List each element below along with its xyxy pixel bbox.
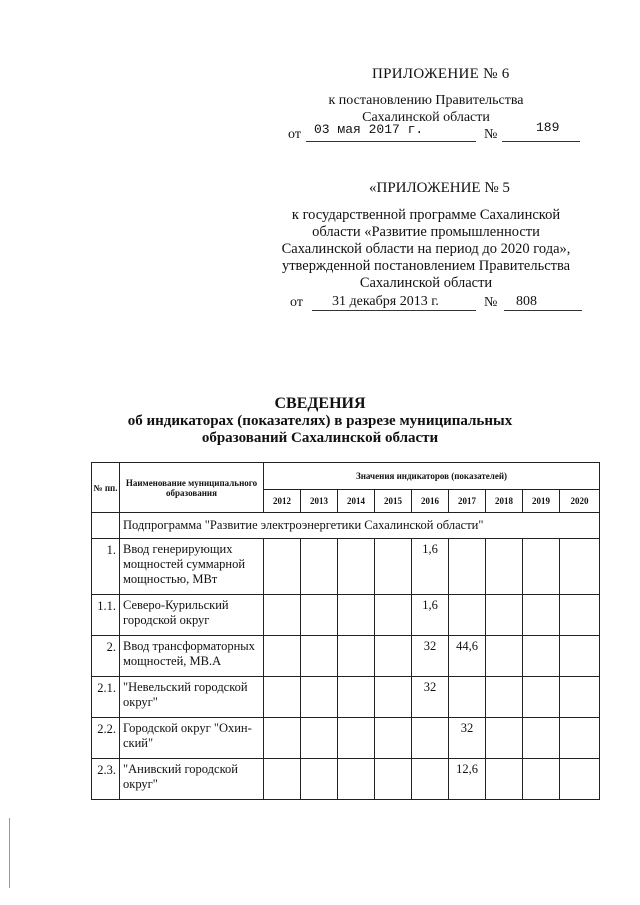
year-header: 2020 [560, 490, 600, 513]
year-header: 2018 [486, 490, 523, 513]
value-cell [264, 595, 301, 636]
value-cell: 44,6 [449, 636, 486, 677]
appendix6-to-line1: к постановлению Правительства [328, 93, 524, 108]
value-cell [412, 718, 449, 759]
subprogram-title: Подпрограмма "Развитие электроэнергетики Сахалинской области" [120, 513, 600, 539]
value-cell [375, 759, 412, 800]
indicators-table [91, 462, 600, 800]
value-cell: 32 [412, 677, 449, 718]
row-number: 2.3. [92, 759, 120, 800]
col-name-header: Наименование муниципального образования [120, 463, 264, 513]
year-header: 2016 [412, 490, 449, 513]
row-name: Ввод генерирующих мощностей суммарной мощностью, МВт [120, 539, 264, 595]
value-cell [523, 595, 560, 636]
table-row [92, 718, 600, 759]
table-row [92, 636, 600, 677]
value-cell [486, 539, 523, 595]
value-cell: 32 [449, 718, 486, 759]
row-name: Северо-Курильский городской округ [120, 595, 264, 636]
value-cell [264, 718, 301, 759]
row-number: 2. [92, 636, 120, 677]
heading-line2: об индикаторах (показателях) в разрезе муниципальных [127, 413, 513, 429]
value-cell [338, 636, 375, 677]
value-cell [486, 718, 523, 759]
value-cell [338, 539, 375, 595]
value-cell [264, 636, 301, 677]
value-cell [560, 539, 600, 595]
value-cell [486, 759, 523, 800]
value-cell [449, 677, 486, 718]
value-cell [264, 539, 301, 595]
value-cell: 1,6 [412, 539, 449, 595]
appendix6-num-underline [502, 141, 580, 142]
heading-line3: образований Сахалинской области [201, 430, 439, 446]
value-cell [449, 595, 486, 636]
appendix6-date-underline [306, 141, 476, 142]
value-cell [486, 636, 523, 677]
year-header: 2019 [523, 490, 560, 513]
row-name: Городской округ "Охин-ский" [120, 718, 264, 759]
col-values-header: Значения индикаторов (показателей) [264, 463, 600, 490]
value-cell [264, 759, 301, 800]
value-cell [338, 718, 375, 759]
appendix5-num-label: № [484, 295, 498, 310]
table-row [92, 595, 600, 636]
value-cell [412, 759, 449, 800]
value-cell [560, 759, 600, 800]
year-header: 2013 [301, 490, 338, 513]
value-cell [523, 636, 560, 677]
appendix5-date-underline [312, 310, 476, 311]
value-cell [301, 759, 338, 800]
appendix5-ot-label: от [290, 295, 303, 310]
value-cell [375, 718, 412, 759]
appendix5-number: 808 [516, 294, 537, 309]
heading-title: СВЕДЕНИЯ [274, 395, 366, 412]
value-cell [560, 677, 600, 718]
subprogram-row [92, 513, 600, 539]
value-cell [486, 677, 523, 718]
row-name: "Анивский городской округ" [120, 759, 264, 800]
value-cell [375, 595, 412, 636]
subprogram-num-cell [92, 513, 120, 539]
row-name: Ввод трансформаторных мощностей, МВ.А [120, 636, 264, 677]
year-header: 2014 [338, 490, 375, 513]
value-cell [560, 595, 600, 636]
year-header: 2012 [264, 490, 301, 513]
value-cell [560, 636, 600, 677]
appendix5-num-underline [504, 310, 582, 311]
value-cell [338, 677, 375, 718]
table-row [92, 539, 600, 595]
appendix5-line1: к государственной программе Сахалинской [291, 207, 561, 223]
value-cell: 12,6 [449, 759, 486, 800]
value-cell: 1,6 [412, 595, 449, 636]
appendix6-title: ПРИЛОЖЕНИЕ № 6 [372, 66, 510, 82]
appendix5-line4: утвержденной постановлением Правительства [281, 258, 571, 274]
value-cell [375, 636, 412, 677]
value-cell [523, 677, 560, 718]
table-row [92, 677, 600, 718]
value-cell [560, 718, 600, 759]
value-cell [486, 595, 523, 636]
value-cell [264, 677, 301, 718]
value-cell [375, 677, 412, 718]
appendix5-line2: области «Развитие промышленности [312, 224, 540, 240]
value-cell [301, 595, 338, 636]
margin-line [9, 818, 10, 888]
row-name: "Невельский городской округ" [120, 677, 264, 718]
row-number: 2.2. [92, 718, 120, 759]
appendix5-line3: Сахалинской области на период до 2020 года», [281, 241, 571, 257]
value-cell [449, 539, 486, 595]
value-cell [338, 595, 375, 636]
value-cell [523, 759, 560, 800]
value-cell [523, 718, 560, 759]
row-number: 2.1. [92, 677, 120, 718]
value-cell [523, 539, 560, 595]
appendix5-date: 31 декабря 2013 г. [332, 294, 439, 309]
value-cell [301, 718, 338, 759]
appendix6-ot-label: от [288, 127, 301, 142]
appendix5-line5: Сахалинской области [359, 275, 493, 291]
appendix6-to-line2: Сахалинской области [362, 110, 490, 125]
appendix6-number: 189 [536, 120, 560, 135]
value-cell: 32 [412, 636, 449, 677]
row-number: 1.1. [92, 595, 120, 636]
value-cell [301, 636, 338, 677]
appendix6-num-label: № [484, 127, 498, 142]
value-cell [375, 539, 412, 595]
value-cell [338, 759, 375, 800]
row-number: 1. [92, 539, 120, 595]
year-header: 2015 [375, 490, 412, 513]
table-header-row [92, 463, 600, 490]
value-cell [301, 539, 338, 595]
table-row [92, 759, 600, 800]
appendix6-date: 03 мая 2017 г. [314, 122, 424, 137]
value-cell [301, 677, 338, 718]
col-num-header: № пп. [92, 463, 120, 513]
year-header: 2017 [449, 490, 486, 513]
appendix5-title: «ПРИЛОЖЕНИЕ № 5 [369, 180, 510, 196]
